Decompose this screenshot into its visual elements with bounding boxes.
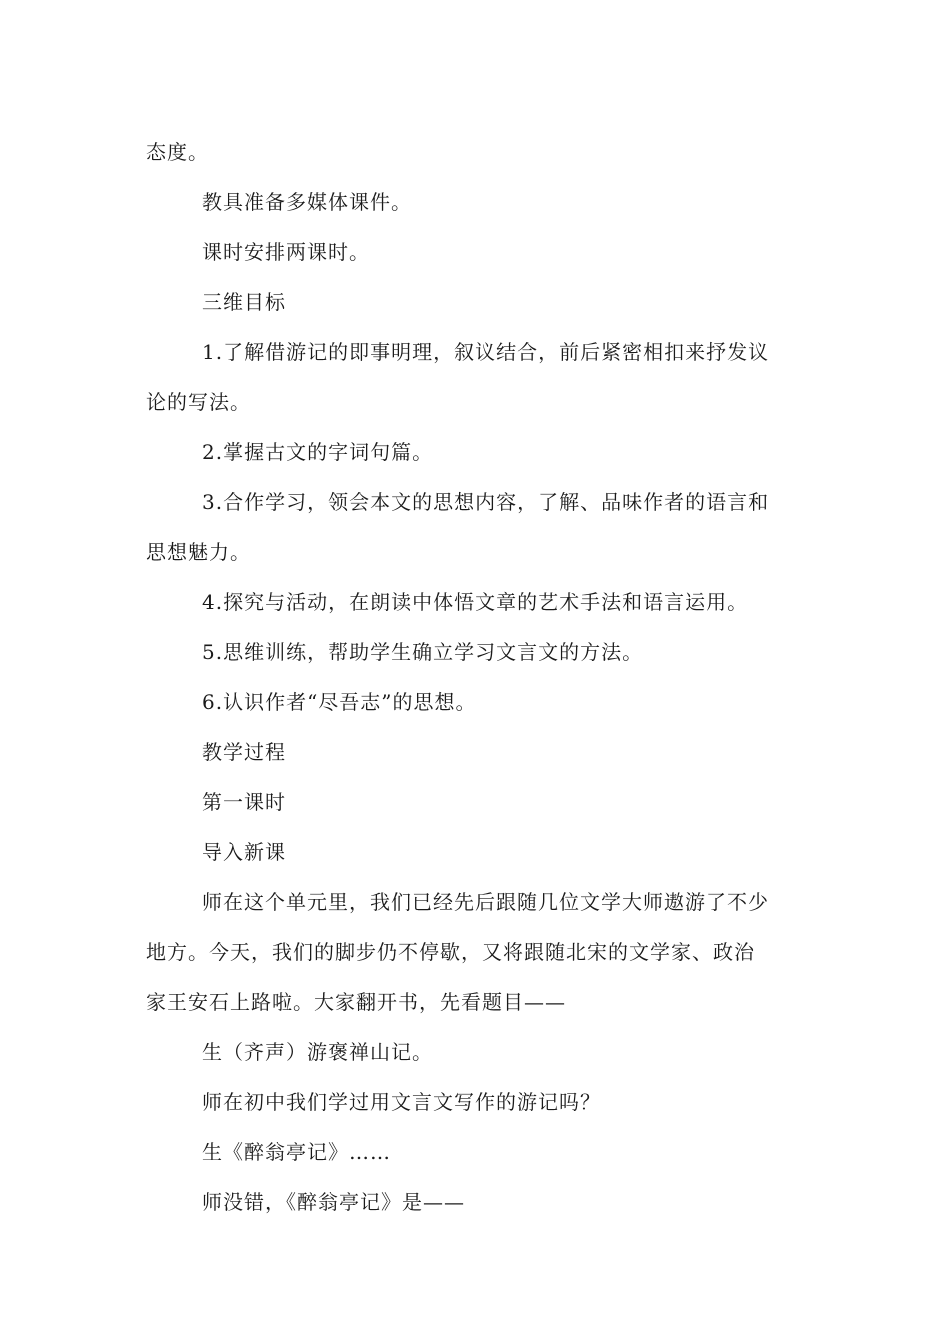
- paragraph-line: 2.掌握古文的字词句篇。: [202, 440, 434, 464]
- paragraph-line: 教具准备多媒体课件。: [202, 190, 412, 214]
- paragraph-line: 态度。: [146, 140, 209, 164]
- paragraph-line: 5.思维训练，帮助学生确立学习文言文的方法。: [202, 640, 644, 664]
- section-heading: 教学过程: [202, 740, 286, 764]
- paragraph-line: 师在这个单元里，我们已经先后跟随几位文学大师遨游了不少: [202, 890, 769, 914]
- paragraph-line: 课时安排两课时。: [202, 240, 370, 264]
- paragraph-line: 1.了解借游记的即事明理，叙议结合，前后紧密相扣来抒发议: [202, 340, 770, 364]
- paragraph-line: 家王安石上路啦。大家翻开书，先看题目——: [146, 990, 566, 1014]
- section-heading: 三维目标: [202, 290, 286, 314]
- paragraph-line: 论的写法。: [146, 390, 251, 414]
- paragraph-line: 生（齐声）游褒禅山记。: [202, 1040, 433, 1064]
- paragraph-line: 生《醉翁亭记》……: [202, 1140, 391, 1164]
- section-heading: 第一课时: [202, 790, 286, 814]
- section-heading: 导入新课: [202, 840, 286, 864]
- paragraph-line: 地方。今天，我们的脚步仍不停歇，又将跟随北宋的文学家、政治: [146, 940, 755, 964]
- paragraph-line: 3.合作学习，领会本文的思想内容，了解、品味作者的语言和: [202, 490, 770, 514]
- paragraph-line: 4.探究与活动，在朗读中体悟文章的艺术手法和语言运用。: [202, 590, 749, 614]
- paragraph-line: 师没错，《醉翁亭记》是——: [202, 1190, 465, 1214]
- paragraph-line: 师在初中我们学过用文言文写作的游记吗？: [202, 1090, 601, 1114]
- paragraph-line: 思想魅力。: [146, 540, 251, 564]
- paragraph-line: 6.认识作者“尽吾志”的思想。: [202, 690, 477, 714]
